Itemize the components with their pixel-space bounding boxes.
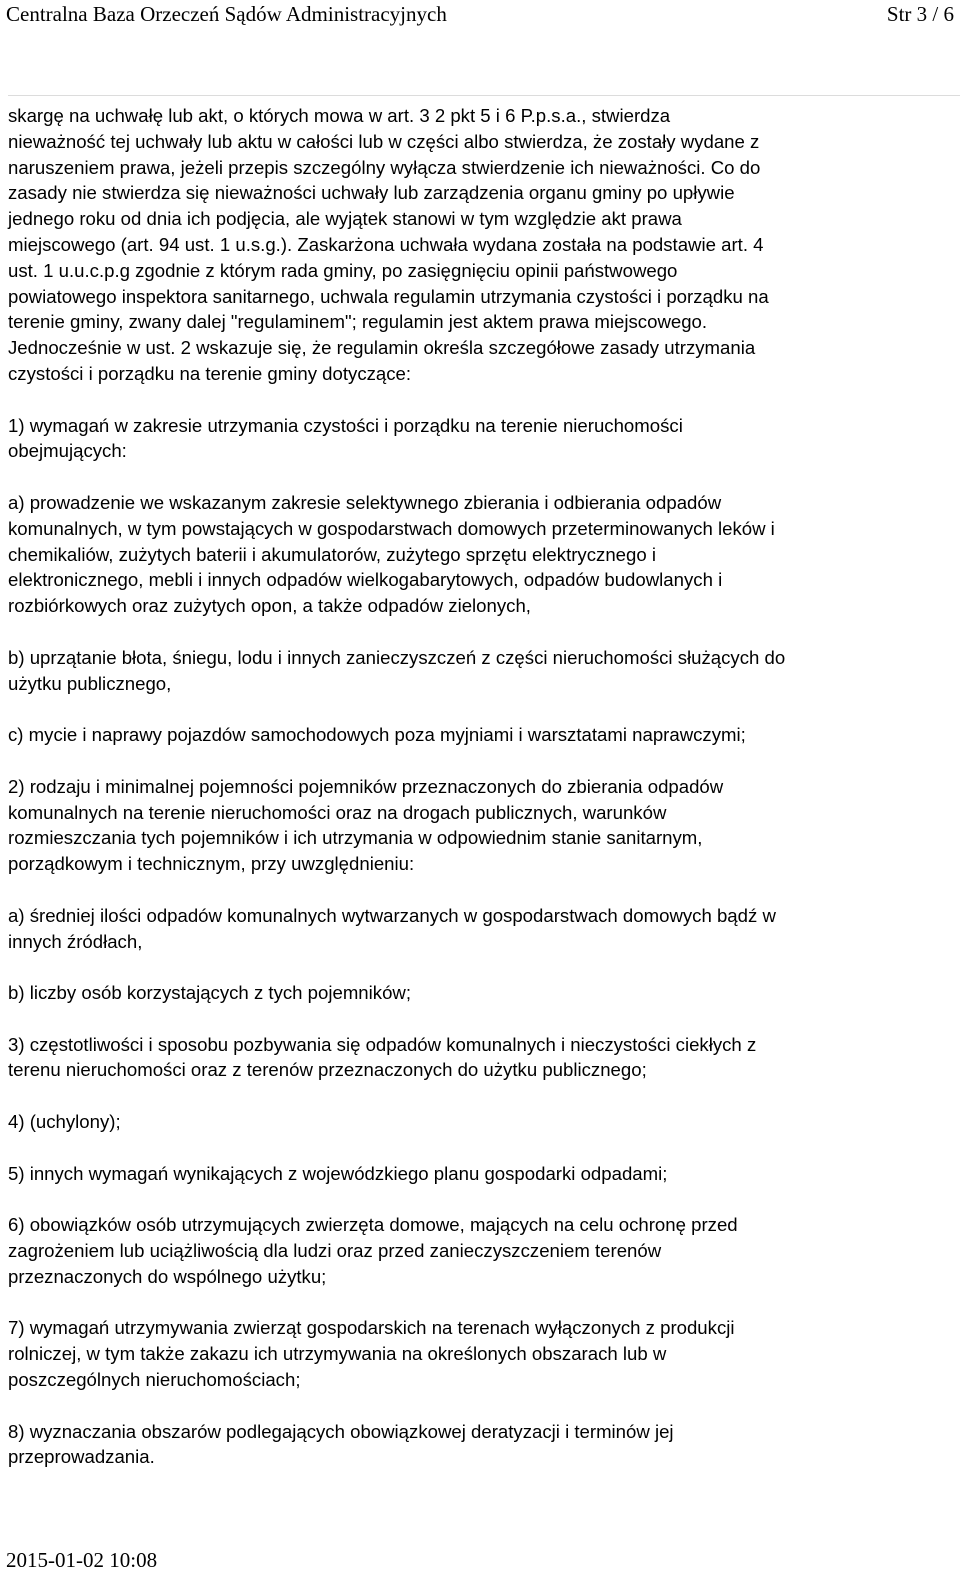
footer-timestamp: 2015-01-02 10:08 <box>6 1548 158 1572</box>
paragraph-item-2b: b) liczby osób korzystających z tych pojemników; <box>8 982 412 1004</box>
header-divider <box>8 95 960 96</box>
paragraph-item-8: 8) wyznaczania obszarów podlegających obowiązkowej deratyzacji i terminów jej przeprowadzania. <box>8 1420 674 1468</box>
paragraph-item-5: 5) innych wymagań wynikających z wojewódzkiego planu gospodarki odpadami; <box>8 1162 668 1184</box>
paragraph-item-3: 3) częstotliwości i sposobu pozbywania się odpadów komunalnych i nieczystości ciekłych z terenu nieruchomości oraz z terenów przeznaczonych do użytku publicznego; <box>8 1033 757 1081</box>
paragraph-item-1: 1) wymagań w zakresie utrzymania czystości i porządku na terenie nieruchomości obejmujących: <box>8 414 683 462</box>
paragraph-item-2a: a) średniej ilości odpadów komunalnych wytwarzanych w gospodarstwach domowych bądź w innych źródłach, <box>8 904 776 952</box>
paragraph-item-2: 2) rodzaju i minimalnej pojemności pojemników przeznaczonych do zbierania odpadów komunalnych na terenie nieruchomości oraz na drogach publicznych, warunków rozmieszczania tych pojemników i ich utrzymania w odpowiednim stanie sanitarnym, porządkowym i technicznym, przy uwzględnieniu: <box>8 775 724 875</box>
paragraph-item-4: 4) (uchylony); <box>8 1111 121 1133</box>
page-number: Str 3 / 6 <box>886 2 954 26</box>
paragraph-item-1a: a) prowadzenie we wskazanym zakresie selektywnego zbierania i odbierania odpadów komunalnych, w tym powstających w gospodarstwach domowych przeterminowanych leków i chemikaliów, zużytych baterii i akumulatorów, zużytego sprzętu elektrycznego i elektronicznego, mebli i innych odpadów wielkogabarytowych, odpadów budowlanych i rozbiórkowych oraz zużytych opon, a także odpadów zielonych, <box>8 491 775 617</box>
page-header <box>6 0 954 32</box>
document-source-title: Centralna Baza Orzeczeń Sądów Administracyjnych <box>6 2 447 26</box>
paragraph-item-7: 7) wymagań utrzymywania zwierząt gospodarskich na terenach wyłączonych z produkcji rolniczej, w tym także zakazu ich utrzymywania na określonych obszarach lub w poszczególnych nieruchomościach; <box>8 1317 735 1391</box>
paragraph-item-1b: b) uprzątanie błota, śniegu, lodu i innych zanieczyszczeń z części nieruchomości służących do użytku publicznego, <box>8 646 786 694</box>
document-body <box>8 103 952 1496</box>
paragraph-item-1c: c) mycie i naprawy pojazdów samochodowych poza myjniami i warsztatami naprawczymi; <box>8 724 746 746</box>
paragraph-intro: skargę na uchwałę lub akt, o których mowa w art. 3 2 pkt 5 i 6 P.p.s.a., stwierdza nieważność tej uchwały lub aktu w całości lub w części albo stwierdza, że zostały wydane z naruszeniem prawa, jeżeli przepis szczególny wyłącza stwierdzenie ich nieważności. Co do zasady nie stwierdza się nieważności uchwały lub zarządzenia organu gminy po upływie jednego roku od dnia ich podjęcia, ale wyjątek stanowi w tym względzie akt prawa miejscowego (art. 94 ust. 1 u.s.g.). Zaskarżona uchwała wydana została na podstawie art. 4 ust. 1 u.u.c.p.g zgodnie z którym rada gminy, po zasięgnięciu opinii państwowego powiatowego inspektora sanitarnego, uchwala regulamin utrzymania czystości i porządku na terenie gminy, zwany dalej "regulaminem"; regulamin jest aktem prawa miejscowego. Jednocześnie w ust. 2 wskazuje się, że regulamin określa szczegółowe zasady utrzymania czystości i porządku na terenie gminy dotyczące: <box>8 105 769 384</box>
paragraph-item-6: 6) obowiązków osób utrzymujących zwierzęta domowe, mających na celu ochronę przed zagrożeniem lub uciążliwością dla ludzi oraz przed zanieczyszczeniem terenów przeznaczonych do wspólnego użytku; <box>8 1214 738 1287</box>
